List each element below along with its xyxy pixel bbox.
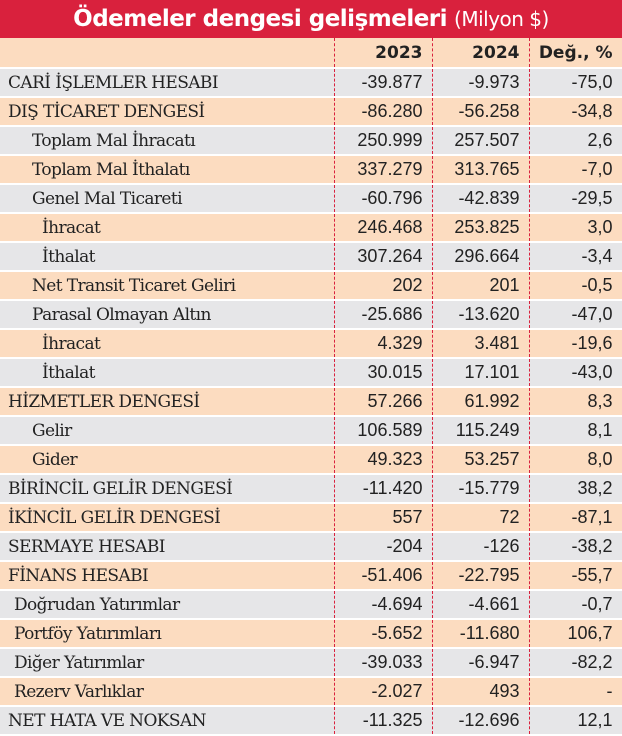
row-label: SERMAYE HESABI xyxy=(0,532,334,561)
table-row xyxy=(0,97,622,126)
value-change: 8,3 xyxy=(529,387,622,416)
row-label: CARİ İŞLEMLER HESABI xyxy=(0,68,334,97)
value-2024: -12.696 xyxy=(432,706,529,735)
table-row xyxy=(0,68,622,97)
value-change: - xyxy=(529,677,622,706)
header-row xyxy=(0,38,622,68)
value-2023: 202 xyxy=(334,271,432,300)
value-2024: -9.973 xyxy=(432,68,529,97)
table-row xyxy=(0,619,622,648)
row-label: Toplam Mal İhracatı xyxy=(0,126,334,155)
table-row xyxy=(0,648,622,677)
value-2024: 17.101 xyxy=(432,358,529,387)
value-change: -75,0 xyxy=(529,68,622,97)
table-row xyxy=(0,561,622,590)
row-label: HİZMETLER DENGESİ xyxy=(0,387,334,416)
title-bar xyxy=(0,0,622,38)
value-change: -3,4 xyxy=(529,242,622,271)
value-2024: -6.947 xyxy=(432,648,529,677)
value-2024: 201 xyxy=(432,271,529,300)
value-change: 38,2 xyxy=(529,474,622,503)
value-2023: -86.280 xyxy=(334,97,432,126)
table-row xyxy=(0,213,622,242)
value-change: -47,0 xyxy=(529,300,622,329)
value-2023: 557 xyxy=(334,503,432,532)
value-2024: -4.661 xyxy=(432,590,529,619)
value-2024: -22.795 xyxy=(432,561,529,590)
value-2023: 106.589 xyxy=(334,416,432,445)
value-2024: 61.992 xyxy=(432,387,529,416)
value-2023: 4.329 xyxy=(334,329,432,358)
value-2023: -51.406 xyxy=(334,561,432,590)
value-change: -87,1 xyxy=(529,503,622,532)
row-label: NET HATA VE NOKSAN xyxy=(0,706,334,735)
header-change: Değ., % xyxy=(529,38,622,68)
row-label: BİRİNCİL GELİR DENGESİ xyxy=(0,474,334,503)
table-row xyxy=(0,416,622,445)
value-change: -7,0 xyxy=(529,155,622,184)
table-row xyxy=(0,387,622,416)
value-2024: -42.839 xyxy=(432,184,529,213)
row-label: Doğrudan Yatırımlar xyxy=(0,590,334,619)
value-change: -55,7 xyxy=(529,561,622,590)
value-change: -34,8 xyxy=(529,97,622,126)
header-label xyxy=(0,38,334,68)
table-row xyxy=(0,706,622,735)
row-label: Genel Mal Ticareti xyxy=(0,184,334,213)
value-2024: -56.258 xyxy=(432,97,529,126)
value-change: 12,1 xyxy=(529,706,622,735)
value-2023: -25.686 xyxy=(334,300,432,329)
row-label: DIŞ TİCARET DENGESİ xyxy=(0,97,334,126)
value-change: -82,2 xyxy=(529,648,622,677)
table-row xyxy=(0,590,622,619)
header-2024: 2024 xyxy=(432,38,529,68)
value-change: -43,0 xyxy=(529,358,622,387)
value-change: 8,1 xyxy=(529,416,622,445)
row-label: FİNANS HESABI xyxy=(0,561,334,590)
row-label: Gider xyxy=(0,445,334,474)
value-change: 2,6 xyxy=(529,126,622,155)
value-2023: 57.266 xyxy=(334,387,432,416)
value-2024: 493 xyxy=(432,677,529,706)
value-change: 8,0 xyxy=(529,445,622,474)
value-change: -19,6 xyxy=(529,329,622,358)
value-2023: 30.015 xyxy=(334,358,432,387)
table-row xyxy=(0,503,622,532)
row-label: Net Transit Ticaret Geliri xyxy=(0,271,334,300)
value-2024: 72 xyxy=(432,503,529,532)
value-2024: 257.507 xyxy=(432,126,529,155)
value-2023: -2.027 xyxy=(334,677,432,706)
row-label: Parasal Olmayan Altın xyxy=(0,300,334,329)
row-label: İKİNCİL GELİR DENGESİ xyxy=(0,503,334,532)
table-row xyxy=(0,155,622,184)
value-2023: 250.999 xyxy=(334,126,432,155)
value-2023: -39.877 xyxy=(334,68,432,97)
value-change: -38,2 xyxy=(529,532,622,561)
table-unit: (Milyon $) xyxy=(454,7,549,31)
value-change: -0,5 xyxy=(529,271,622,300)
value-2023: -204 xyxy=(334,532,432,561)
value-2024: -13.620 xyxy=(432,300,529,329)
table-row xyxy=(0,358,622,387)
value-change: 3,0 xyxy=(529,213,622,242)
value-2024: 115.249 xyxy=(432,416,529,445)
row-label: Rezerv Varlıklar xyxy=(0,677,334,706)
table-row xyxy=(0,184,622,213)
value-2023: -5.652 xyxy=(334,619,432,648)
table-row xyxy=(0,532,622,561)
table-row xyxy=(0,329,622,358)
table-title: Ödemeler dengesi gelişmeleri xyxy=(73,6,448,32)
table-row xyxy=(0,242,622,271)
value-2023: -39.033 xyxy=(334,648,432,677)
value-2024: 3.481 xyxy=(432,329,529,358)
table-row xyxy=(0,677,622,706)
row-label: Diğer Yatırımlar xyxy=(0,648,334,677)
value-change: 106,7 xyxy=(529,619,622,648)
row-label: İthalat xyxy=(0,358,334,387)
row-label: Toplam Mal İthalatı xyxy=(0,155,334,184)
value-2023: 246.468 xyxy=(334,213,432,242)
row-label: Gelir xyxy=(0,416,334,445)
row-label: İhracat xyxy=(0,213,334,242)
value-2024: 296.664 xyxy=(432,242,529,271)
value-2023: -11.325 xyxy=(334,706,432,735)
table-row xyxy=(0,126,622,155)
value-change: -0,7 xyxy=(529,590,622,619)
header-2023: 2023 xyxy=(334,38,432,68)
row-label: Portföy Yatırımları xyxy=(0,619,334,648)
value-2023: -60.796 xyxy=(334,184,432,213)
value-2024: -11.680 xyxy=(432,619,529,648)
value-2024: 253.825 xyxy=(432,213,529,242)
value-2024: 53.257 xyxy=(432,445,529,474)
value-2024: -126 xyxy=(432,532,529,561)
value-2023: 307.264 xyxy=(334,242,432,271)
value-2023: 49.323 xyxy=(334,445,432,474)
table-row xyxy=(0,271,622,300)
value-change: -29,5 xyxy=(529,184,622,213)
data-table xyxy=(0,38,622,736)
value-2024: 313.765 xyxy=(432,155,529,184)
value-2024: -15.779 xyxy=(432,474,529,503)
row-label: İhracat xyxy=(0,329,334,358)
table-row xyxy=(0,474,622,503)
table-row xyxy=(0,445,622,474)
row-label: İthalat xyxy=(0,242,334,271)
table-row xyxy=(0,300,622,329)
value-2023: -11.420 xyxy=(334,474,432,503)
value-2023: -4.694 xyxy=(334,590,432,619)
value-2023: 337.279 xyxy=(334,155,432,184)
